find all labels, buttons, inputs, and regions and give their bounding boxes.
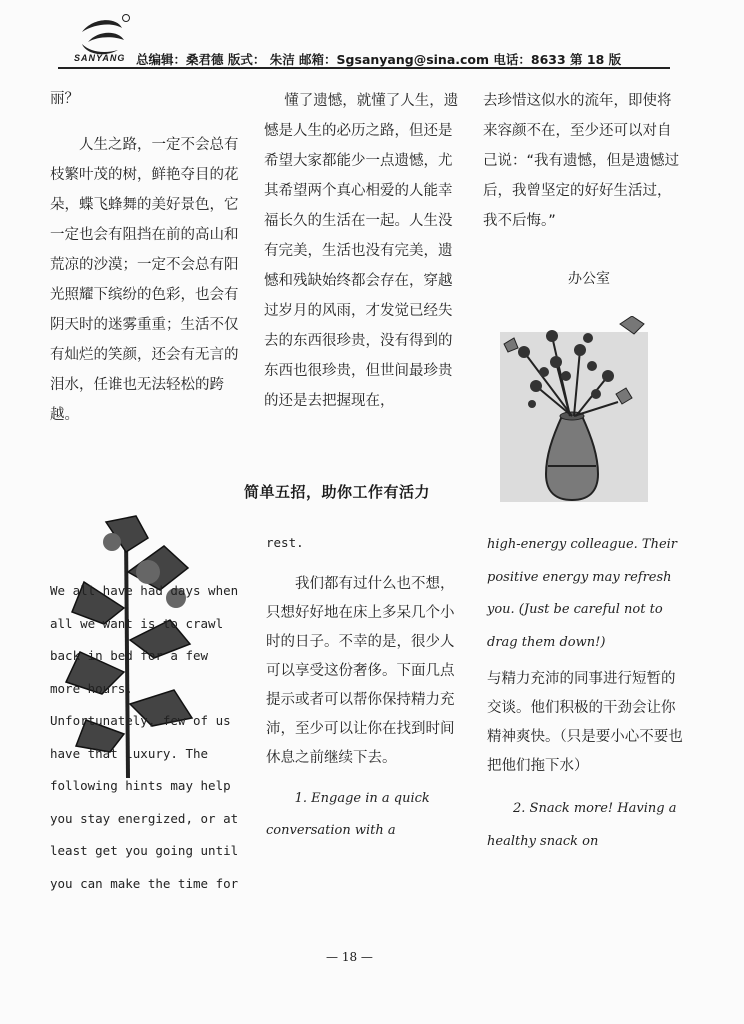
english-paragraph: high-energy colleague. Their positive energy may refresh you. (Just be careful not to drag them down!)	[487, 537, 678, 650]
paragraph: 人生之路，一定不会总有枝繁叶茂的树，鲜艳夺目的花朵，蝶飞蜂舞的美好景色，它一定也会有阻挡在前的高山和荒凉的沙漠；一定不会总有阳光照耀下缤纷的色彩，也会有阴天时的迷雾重重；生活不仅有灿烂的笑颜，还会有无言的泪水，任谁也无法轻松的跨越。	[50, 137, 239, 423]
column3-bottom-text	[487, 529, 687, 858]
column1-top-text	[50, 84, 246, 430]
header-rule	[58, 67, 670, 69]
english-tip: 2. Snack more! Having a healthy snack on	[487, 801, 677, 849]
paragraph: 懂了遗憾，就懂了人生，遗憾是人生的必历之路，但还是希望大家都能少一点遗憾，尤其希望两个真心相爱的人能幸福长久的生活在一起。人生没有完美，生活也没有完美，遗憾和残缺始终都会存在，穿越过岁月的风雨，才发觉已经失去的东西很珍贵，没有得到的东西也很珍贵，但世间最珍贵的还是去把握现在，	[264, 93, 459, 409]
masthead-info: 总编辑：桑君德 版式： 朱洁 邮箱：Sgsanyang@sina.com 电话：8633 第 18 版	[136, 52, 622, 67]
logo-wordmark: SANYANG	[74, 53, 126, 63]
column2-bottom-text	[266, 527, 466, 848]
flower-vase-illustration	[496, 316, 660, 510]
english-tip: 1. Engage in a quick conversation with a	[266, 790, 430, 838]
paragraph: 我们都有过什么也不想，只想好好地在床上多呆几个小时的日子。不幸的是，很少人可以享受这份奢侈。下面几点提示或者可以帮你保持精力充沛，至少可以让你在找到时间休息之前继续下去。	[266, 575, 455, 766]
page-number: — 18 —	[326, 950, 373, 964]
column3-top-text	[483, 86, 683, 236]
image-caption: 办公室	[568, 271, 610, 287]
paragraph: 丽？	[50, 91, 79, 107]
english-line: rest.	[266, 535, 304, 550]
column2-top-text	[264, 86, 464, 416]
paragraph: 与精力充沛的同事进行短暂的交谈。他们积极的干劲会让你精神爽快。（只是要小心不要也把他们拖下水）	[487, 671, 683, 774]
paragraph: 去珍惜这似水的流年，即使将来容颜不在，至少还可以对自己说：“我有遗憾，但是遗憾过后，我曾坚定的好好生活过，我不后悔。”	[483, 93, 680, 229]
article-heading: 简单五招，助你工作有活力	[244, 483, 431, 501]
column1-english-text: We all have had days when all we want is to crawl back in bed for a few more hours. Unfortunately, few of us have that luxury. The following hints may help you stay energized, or at least get you going until you can make the time for	[50, 583, 239, 891]
